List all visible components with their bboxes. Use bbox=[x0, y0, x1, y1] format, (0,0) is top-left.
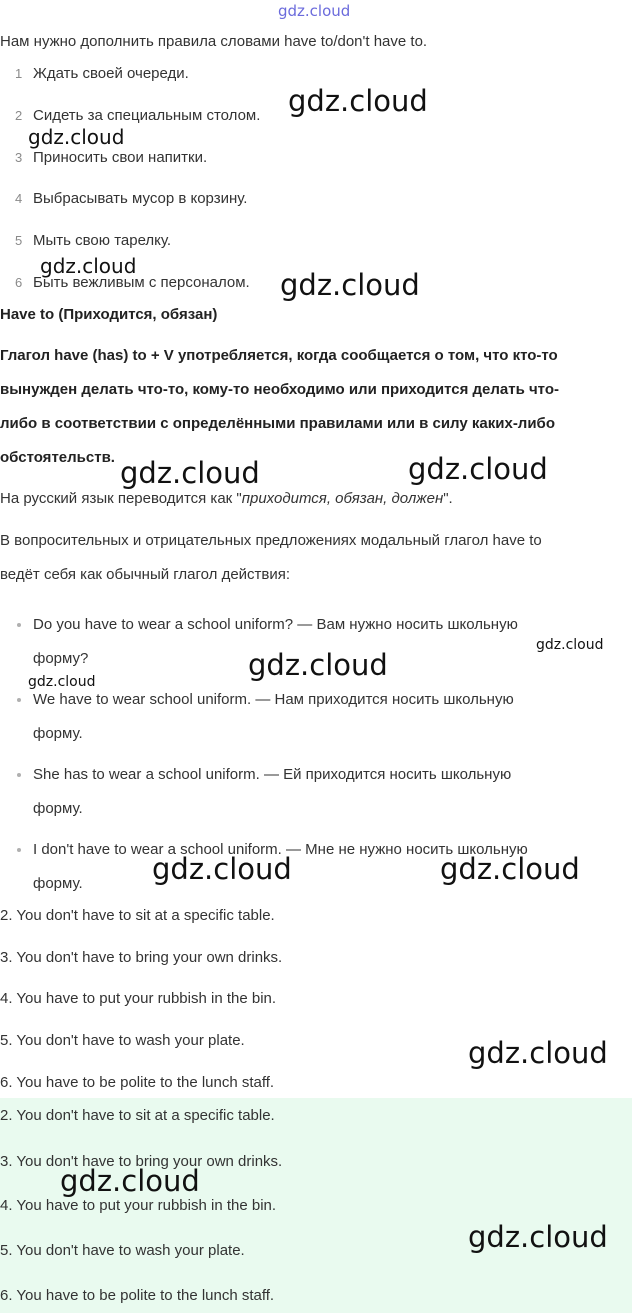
answer-line: 6. You have to be polite to the lunch staff. bbox=[0, 1074, 275, 1091]
watermark: gdz.cloud bbox=[120, 456, 260, 490]
example-line: форму? bbox=[33, 650, 89, 667]
watermark: gdz.cloud bbox=[408, 452, 548, 486]
answer-line: 2. You don't have to sit at a specific table. bbox=[0, 907, 275, 924]
rule-text: Сидеть за специальным столом. bbox=[33, 107, 261, 124]
highlighted-answer-line: 3. You don't have to bring your own drinks. bbox=[0, 1153, 283, 1170]
bullet-icon bbox=[17, 773, 21, 777]
rule-text: Мыть свою тарелку. bbox=[33, 232, 172, 249]
rule-text: Приносить свои напитки. bbox=[33, 149, 208, 166]
example-line: форму. bbox=[33, 725, 83, 742]
translation-italic: приходится, обязан, должен bbox=[241, 490, 444, 507]
watermark: gdz.cloud bbox=[280, 268, 420, 302]
watermark: gdz.cloud bbox=[248, 648, 388, 682]
highlighted-answer-line: 5. You don't have to wash your plate. bbox=[0, 1242, 245, 1259]
watermark: gdz.cloud bbox=[28, 674, 96, 690]
bullet-icon bbox=[17, 623, 21, 627]
highlighted-answer-line: 6. You have to be polite to the lunch staff. bbox=[0, 1287, 275, 1304]
rule-number: 1 bbox=[15, 66, 23, 81]
watermark: gdz.cloud bbox=[60, 1164, 200, 1198]
highlighted-answer-line: 2. You don't have to sit at a specific table. bbox=[0, 1107, 275, 1124]
rule-number: 4 bbox=[15, 191, 23, 206]
answer-line: 3. You don't have to bring your own drinks. bbox=[0, 949, 283, 966]
example-line: форму. bbox=[33, 800, 83, 817]
watermark: gdz.cloud bbox=[152, 852, 292, 886]
rule-number: 6 bbox=[15, 275, 23, 290]
explanation-line: либо в соответствии с определёнными правилами или в силу каких-либо bbox=[0, 415, 555, 432]
bullet-icon bbox=[17, 698, 21, 702]
rule-number: 5 bbox=[15, 233, 23, 248]
section-heading: Have to (Приходится, обязан) bbox=[0, 306, 218, 323]
rule-text: Ждать своей очереди. bbox=[33, 65, 189, 82]
translation-suffix: ". bbox=[443, 490, 453, 507]
watermark-top: gdz.cloud bbox=[278, 2, 351, 20]
translation-prefix: На русский язык переводится как " bbox=[0, 490, 242, 507]
example-line: форму. bbox=[33, 875, 83, 892]
watermark: gdz.cloud bbox=[536, 637, 604, 653]
watermark: gdz.cloud bbox=[40, 254, 137, 278]
example-line: I don't have to wear a school uniform. — Мне не нужно носить школьную bbox=[33, 841, 528, 858]
explanation-line: обстоятельств. bbox=[0, 449, 115, 466]
explanation-line: Глагол have (has) to + V употребляется, когда сообщается о том, что кто-то bbox=[0, 347, 558, 364]
watermark: gdz.cloud bbox=[468, 1220, 608, 1254]
watermark: gdz.cloud bbox=[468, 1036, 608, 1070]
watermark: gdz.cloud bbox=[288, 84, 428, 118]
rule-text: Быть вежливым с персоналом. bbox=[33, 274, 250, 291]
watermark: gdz.cloud bbox=[28, 125, 125, 149]
rule-number: 2 bbox=[15, 108, 23, 123]
answer-line: 5. You don't have to wash your plate. bbox=[0, 1032, 245, 1049]
explanation-line: вынужден делать что-то, кому-то необходимо или приходится делать что- bbox=[0, 381, 559, 398]
bullet-icon bbox=[17, 848, 21, 852]
watermark: gdz.cloud bbox=[440, 852, 580, 886]
intro-text: Нам нужно дополнить правила словами have to/don't have to. bbox=[0, 33, 428, 50]
translation-line bbox=[0, 489, 453, 509]
rule-text: Выбрасывать мусор в корзину. bbox=[33, 190, 248, 207]
answer-line: 4. You have to put your rubbish in the bin. bbox=[0, 990, 277, 1007]
highlighted-answer-line: 4. You have to put your rubbish in the bin. bbox=[0, 1197, 277, 1214]
example-line: Do you have to wear a school uniform? — Вам нужно носить школьную bbox=[33, 616, 518, 633]
example-line: She has to wear a school uniform. — Ей приходится носить школьную bbox=[33, 766, 512, 783]
modal-note-line: В вопросительных и отрицательных предложениях модальный глагол have to bbox=[0, 532, 542, 549]
rule-number: 3 bbox=[15, 150, 23, 165]
example-line: We have to wear school uniform. — Нам приходится носить школьную bbox=[33, 691, 514, 708]
modal-note-line: ведёт себя как обычный глагол действия: bbox=[0, 566, 291, 583]
